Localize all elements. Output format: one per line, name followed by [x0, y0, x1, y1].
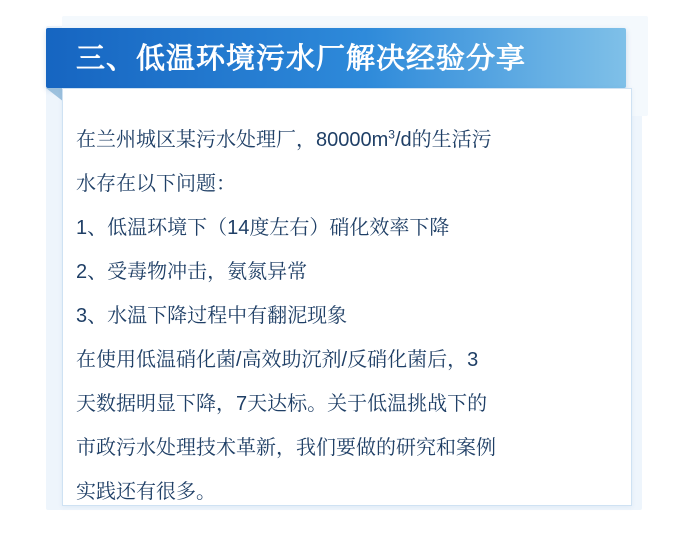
paragraph-intro-2: 水存在以下问题：: [76, 173, 236, 195]
paragraph-intro: [76, 118, 616, 162]
page-title: 三、低温环境污水厂解决经验分享: [76, 43, 527, 75]
paragraph-item-3: 3、水温下降过程中有翻泥现象: [76, 305, 348, 327]
paragraph-item-1: 1、低温环境下（14度左右）硝化效率下降: [76, 217, 450, 239]
paragraph-result-1: 在使用低温硝化菌/高效助沉剂/反硝化菌后，3: [76, 349, 479, 371]
intro-text-part2: /d的生活污: [394, 129, 492, 151]
paragraph-result-4: 实践还有很多。: [76, 481, 216, 503]
intro-superscript: 3: [388, 127, 395, 142]
paragraph-result-3: 市政污水处理技术革新，我们要做的研究和案例: [76, 437, 496, 459]
paragraph-result-2: 天数据明显下降，7天达标。关于低温挑战下的: [76, 393, 488, 415]
paragraph-item-2: 2、受毒物冲击，氨氮异常: [76, 261, 308, 283]
intro-text-part1: 在兰州城区某污水处理厂，80000m: [76, 129, 389, 151]
body-text: [76, 118, 616, 514]
